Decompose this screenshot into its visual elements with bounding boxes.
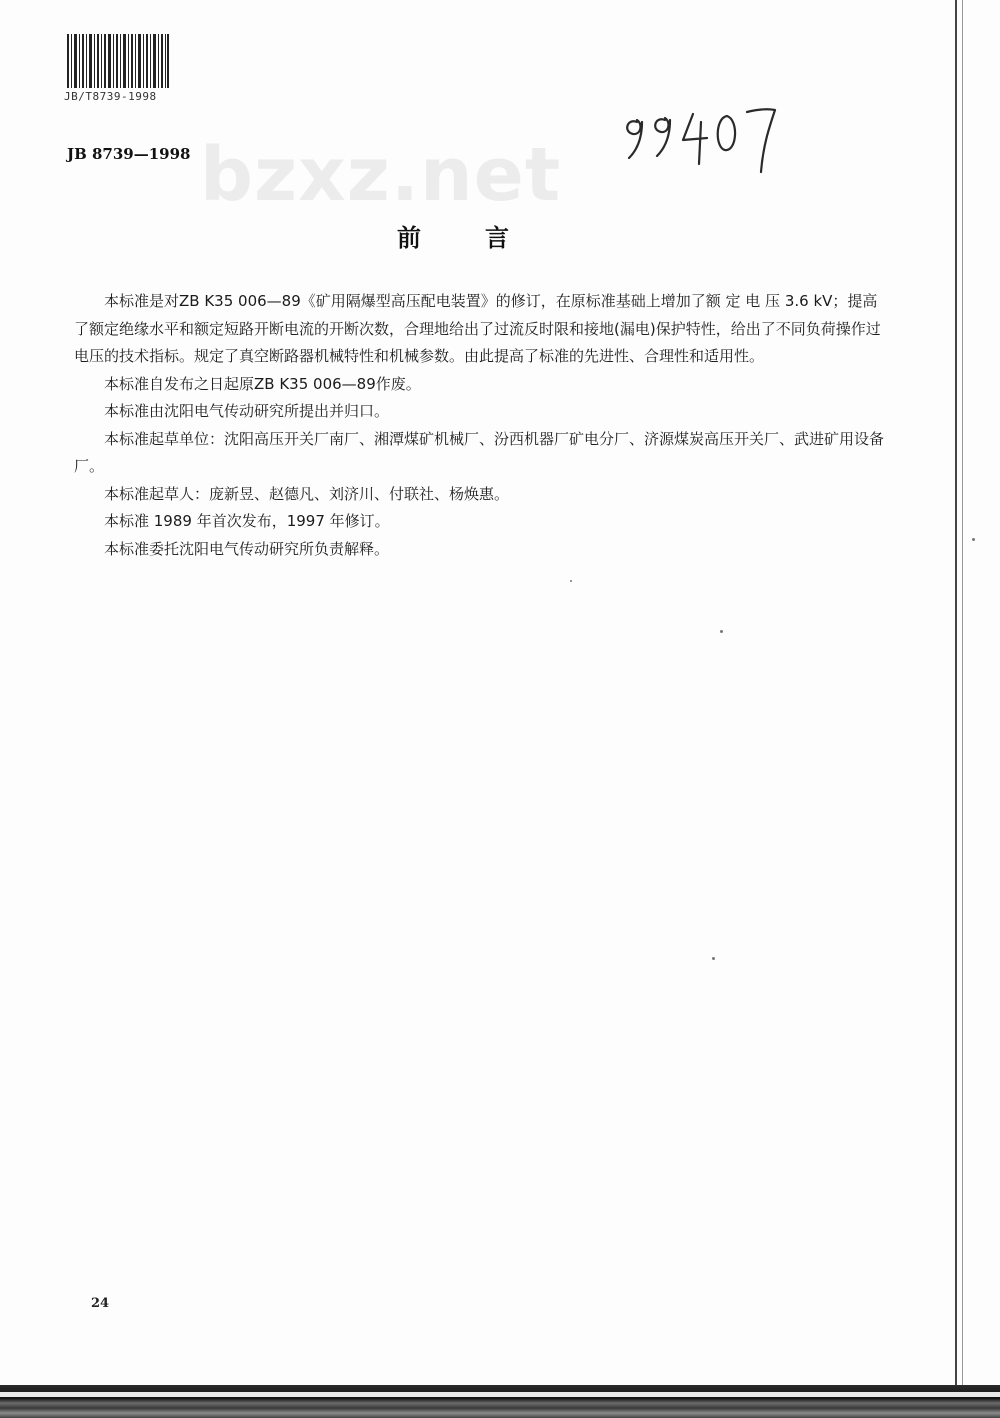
scan-edge-inner bbox=[962, 0, 963, 1385]
standard-code: JB 8739—1998 bbox=[67, 145, 191, 163]
scan-bottom-edge bbox=[0, 1385, 1000, 1418]
paragraph-2-text: 本标准自发布之日起原ZB K35 006—89作废。 bbox=[104, 374, 421, 393]
handwritten-number bbox=[615, 100, 785, 180]
paragraph-7 bbox=[74, 536, 886, 564]
paragraph-1 bbox=[74, 288, 886, 371]
paragraph-4 bbox=[74, 426, 886, 481]
paragraph-5 bbox=[74, 481, 886, 509]
paragraph-6 bbox=[74, 508, 886, 536]
foreword-body bbox=[74, 288, 886, 563]
scan-speck bbox=[570, 580, 572, 582]
scan-speck bbox=[720, 630, 723, 633]
barcode-image bbox=[66, 34, 170, 88]
paragraph-7-text: 本标准委托沈阳电气传动研究所负责解释。 bbox=[104, 539, 390, 558]
paragraph-1-text: 本标准是对ZB K35 006—89《矿用隔爆型高压配电装置》的修订，在原标准基础上增加了额 定 电 压 3.6 kV；提高了额定绝缘水平和额定短路开断电流的开断次数，合理地给出了过流反时限和接地(漏电)保护特性，给出了不同负荷操作过电压的技术指标。规定了真空断路器机械特性和机械参数。由此提高了标准的先进性、合理性和适用性。 bbox=[74, 292, 881, 365]
paragraph-5-text: 本标准起草人：庞新昱、赵德凡、刘济川、付联社、杨焕惠。 bbox=[104, 484, 510, 503]
barcode-text: JB/T8739-1998 bbox=[64, 90, 157, 103]
watermark-text: bzxz.net bbox=[200, 132, 562, 218]
scan-bottom-strip bbox=[0, 1392, 1000, 1397]
page-title: 前言 bbox=[397, 224, 573, 252]
page-number: 24 bbox=[91, 1296, 110, 1311]
paragraph-4-text: 本标准起草单位：沈阳高压开关厂南厂、湘潭煤矿机械厂、汾西机器厂矿电分厂、济源煤炭高压开关厂、武进矿用设备厂。 bbox=[74, 429, 885, 475]
paragraph-3 bbox=[74, 398, 886, 426]
scan-edge bbox=[955, 0, 957, 1385]
paragraph-2 bbox=[74, 371, 886, 399]
paragraph-3-text: 本标准由沈阳电气传动研究所提出并归口。 bbox=[104, 402, 390, 420]
scan-speck bbox=[712, 957, 715, 960]
scan-speck bbox=[972, 538, 975, 541]
paragraph-6-text: 本标准 1989 年首次发布，1997 年修订。 bbox=[104, 512, 390, 530]
